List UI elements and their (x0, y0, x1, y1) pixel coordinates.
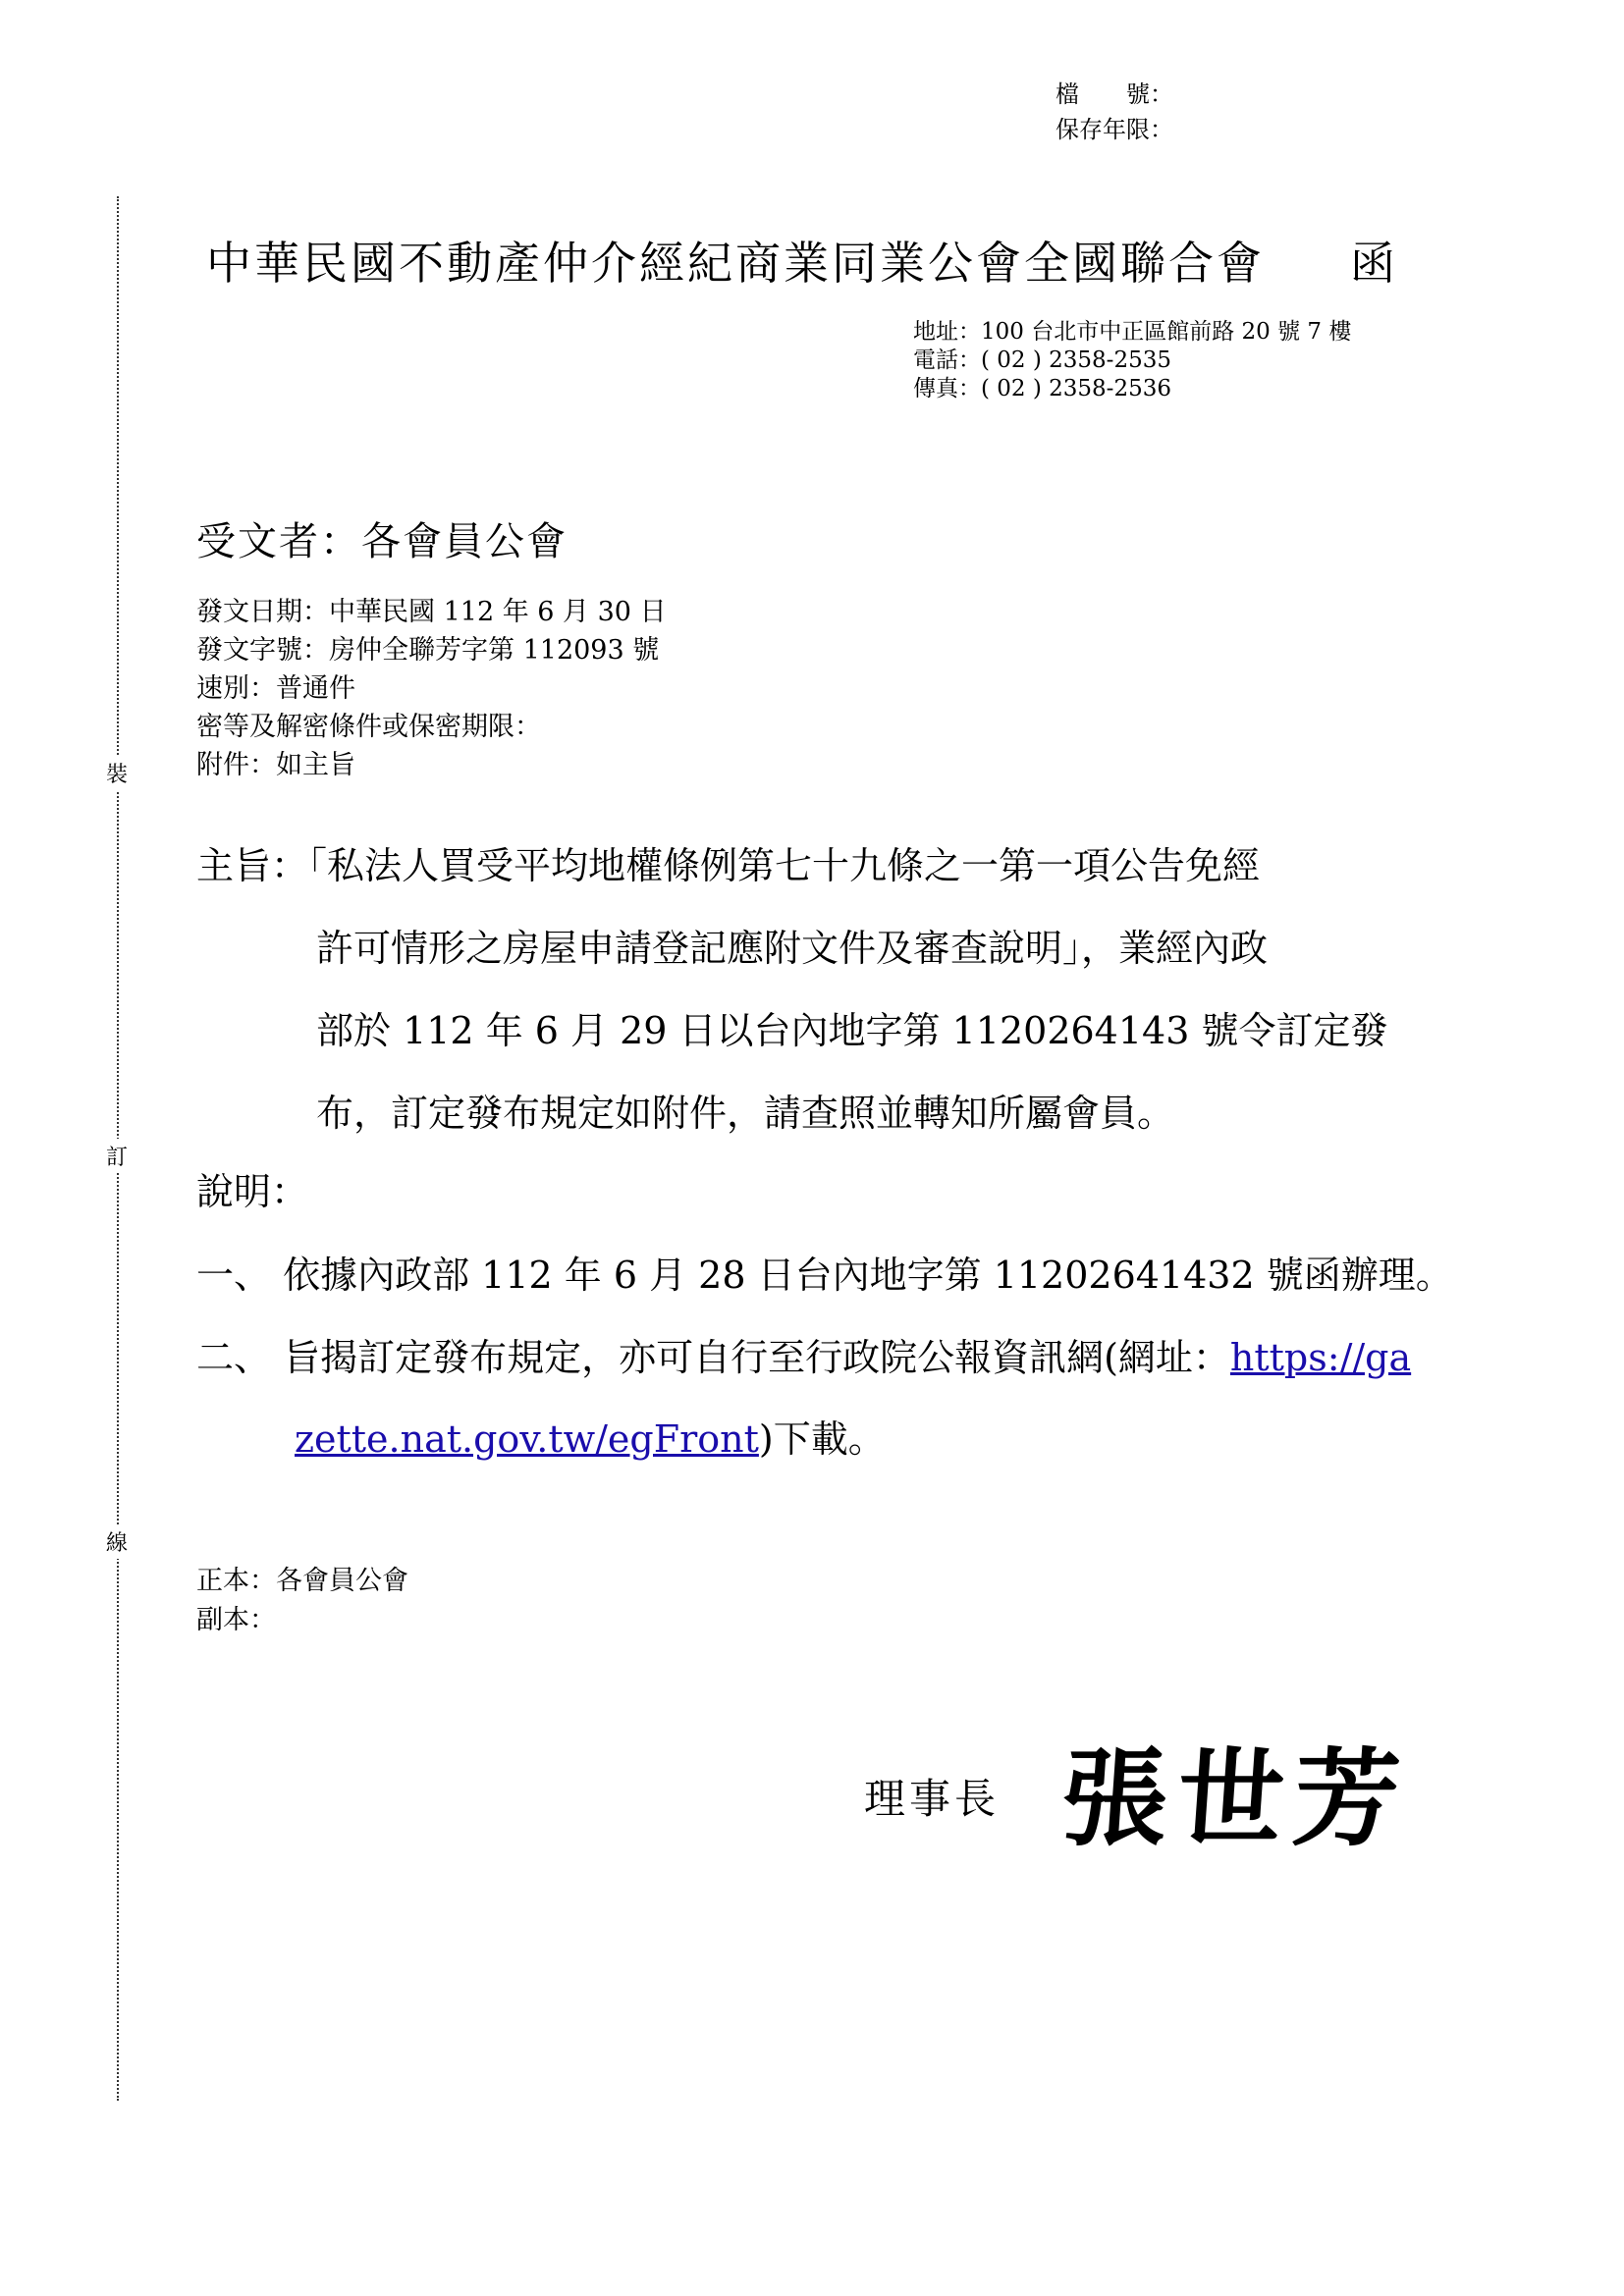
explanation-item-2-text: 二、 旨揭訂定發布規定，亦可自行至行政院公報資訊網(網址： (196, 1336, 1230, 1379)
explanation-heading: 說明： (196, 1170, 309, 1213)
original-copy: 正本：各會員公會 (196, 1566, 408, 1596)
issue-date: 發文日期：中華民國 112 年 6 月 30 日 (196, 597, 667, 627)
document-meta (196, 593, 667, 784)
contact-block (913, 318, 1351, 403)
attachment: 附件：如主旨 (196, 750, 355, 780)
subject-line-2: 許可情形之房屋申請登記應附文件及審查說明」，業經內政 (316, 927, 1269, 970)
phone: 電話：( 02 ) 2358-2535 (913, 347, 1171, 373)
document-type: 函 (1350, 237, 1395, 290)
issue-number: 發文字號：房仲全聯芳字第 112093 號 (196, 635, 660, 666)
address: 地址：100 台北市中正區館前路 20 號 7 樓 (913, 319, 1352, 345)
retention-label: 保存年限： (1056, 116, 1173, 143)
file-number-label: 檔 號： (1056, 80, 1173, 108)
gazette-link-part-1[interactable]: https://ga (1229, 1336, 1412, 1379)
secrecy: 密等及解密條件或保密期限： (196, 712, 541, 742)
copies (196, 1562, 408, 1640)
explanation-item-2-continued (295, 1409, 886, 1463)
binding-mark-ding: 訂 (106, 1139, 128, 1173)
signature: 張世芳 (1056, 1738, 1414, 1861)
explanation-item-1: 一、 依據內政部 112 年 6 月 28 日台內地字第 11202641432 號函辦理。 (196, 1254, 1453, 1297)
explanation-item-2 (196, 1327, 1411, 1381)
signer-title: 理事長 (864, 1775, 1001, 1823)
organization-title: 中華民國不動產仲介經紀商業同業公會全國聯合會 (206, 237, 1265, 290)
file-meta (1056, 77, 1173, 147)
cc-copy: 副本： (196, 1605, 276, 1635)
binding-mark-xian: 線 (106, 1524, 128, 1559)
subject-line-1: 主旨：「私法人買受平均地權條例第七十九條之一第一項公告免經 (196, 844, 1261, 887)
fax: 傳真：( 02 ) 2358-2536 (913, 376, 1171, 401)
subject-line-3: 部於 112 年 6 月 29 日以台內地字第 1120264143 號令訂定發 (316, 1009, 1388, 1052)
explanation-item-2-suffix: )下載。 (758, 1417, 886, 1461)
speed: 速別：普通件 (196, 673, 355, 704)
recipient: 受文者：各會員公會 (196, 519, 568, 564)
gazette-link-part-2[interactable]: zette.nat.gov.tw/egFront (295, 1417, 759, 1461)
subject (196, 825, 1387, 1154)
subject-line-4: 布，訂定發布規定如附件，請查照並轉知所屬會員。 (316, 1092, 1175, 1135)
binding-mark-zhuang: 裝 (106, 756, 128, 790)
